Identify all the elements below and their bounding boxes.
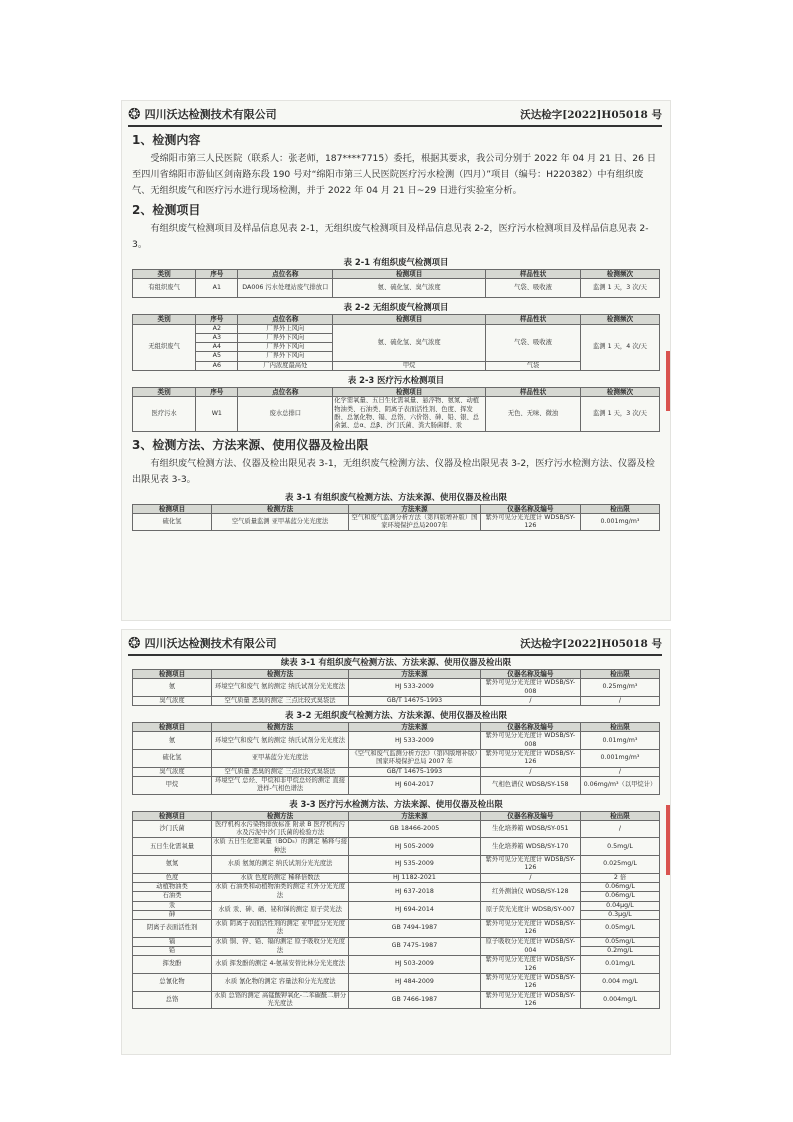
table-cell: 气袋: [486, 361, 581, 370]
company-logo-icon: ❂: [128, 105, 141, 123]
col-header: 仪器名称及编号: [480, 504, 580, 513]
table-cell: 《空气和废气监测分析方法》（第四版增补版）国家环境保护总局 2007 年: [349, 750, 481, 768]
table-cell: 0.2mg/L: [580, 947, 659, 956]
table-cell: 0.06mg/m³（以甲烷计）: [580, 776, 659, 794]
table-cell: 0.05mg/L: [580, 937, 659, 946]
table-cell: 0.5mg/L: [580, 838, 659, 856]
table-row: [133, 873, 660, 882]
table-cell: 废水总排口: [238, 397, 333, 431]
table-cell: 生化培养箱 WDSB/SY-051: [480, 820, 580, 838]
table-cell: A4: [196, 343, 238, 352]
table-cell: A5: [196, 352, 238, 361]
table-cell: 动植物油类: [133, 882, 212, 891]
company-name: 四川沃达检测技术有限公司: [144, 108, 277, 121]
table-cell: 紫外可见分光光度计 WDSB/SY-126: [480, 991, 580, 1009]
table-3-2: [132, 722, 660, 794]
table-cell: 紫外可见分光光度计 WDSB/SY-126: [480, 513, 580, 531]
table-cell: GB 7475-1987: [349, 937, 481, 956]
table-cell: 紫外可见分光光度计 WDSB/SY-008: [480, 679, 580, 697]
col-header: 样品性状: [486, 270, 581, 279]
section-heading: 2、检测项目: [132, 203, 201, 217]
col-header: 仪器名称及编号: [480, 811, 580, 820]
table-row: [133, 956, 660, 974]
table-cell: 0.01mg/m³: [580, 732, 659, 750]
table-cell: 厂内浓度最高处: [238, 361, 333, 370]
table-cell: 0.3μg/L: [580, 910, 659, 919]
table-cell: 挥发酚: [133, 956, 212, 974]
table-cell: HJ 637-2018: [349, 882, 481, 901]
table-row: [133, 767, 660, 776]
col-header: 检出限: [580, 504, 659, 513]
table-2-1: [132, 269, 660, 298]
section-heading: 3、检测方法、方法来源、使用仪器及检出限: [132, 437, 369, 452]
binding-edge-mark: [666, 805, 670, 875]
table-cell: 水质 色度的测定 稀释倍数法: [212, 873, 349, 882]
table-cell: DA006 污水处理站废气排放口: [238, 279, 333, 298]
table-cell: 臭气浓度: [133, 767, 212, 776]
table-cell: 0.004mg/L: [580, 991, 659, 1009]
table-cell: 水质 石油类和动植物油类的测定 红外分光光度法: [212, 882, 349, 901]
table-cell: 化学需氧量、五日生化需氧量、悬浮物、氨氮、动植物油类、石油类、阴离子表面活性剂、色度、挥发酚、总氰化物、镉、总铬、六价铬、砷、铅、银、总余氯、总α、总β、沙门氏菌、粪大肠菌群、汞: [333, 397, 486, 431]
table-3-3: [132, 811, 660, 1010]
col-header: 检测项目: [333, 315, 486, 324]
company-logo: [128, 634, 277, 652]
table-cell: 氨、硫化氢、臭气浓度: [333, 324, 486, 361]
table-cell: A2: [196, 324, 238, 333]
section-paragraph: 受绵阳市第三人民医院（联系人：张老师，187****7715）委托，根据其要求，我公司分别于 2022 年 04 月 21 日、26 日至四川省绵阳市游仙区剑南路东段 190 号对“绵阳市第三人民医院医疗污水检测（四月）”项目（编号：H220382）中有组织废气、无组织废气和医疗污水进行现场检测，并于 2022 年 04 月 21 日~29 日进行实验室分析。: [132, 153, 657, 196]
report-page-2: [122, 630, 670, 1054]
table-cell: 水质 汞、砷、硒、铋和锑的测定 原子荧光法: [212, 901, 349, 920]
col-header: 检测项目: [133, 670, 212, 679]
col-header: 检测方法: [212, 723, 349, 732]
col-header: 点位名称: [238, 315, 333, 324]
col-header: 检测项目: [333, 270, 486, 279]
table-cell: 砷: [133, 910, 212, 919]
table-cell: 气袋、吸收液: [486, 324, 581, 361]
table-cell: HJ 484-2009: [349, 973, 481, 991]
document-number: 沃达检字[2022]H05018 号: [520, 108, 662, 121]
table-cell: 0.04μg/L: [580, 901, 659, 910]
col-header: 点位名称: [238, 388, 333, 397]
table-3-1: [132, 504, 660, 532]
table-cell: GB/T 14675-1993: [349, 696, 481, 705]
table-cell: 亚甲基蓝分光光度法: [212, 750, 349, 768]
table-cell: /: [580, 820, 659, 838]
table-cell: 五日生化需氧量: [133, 838, 212, 856]
company-name: 四川沃达检测技术有限公司: [144, 637, 277, 650]
company-logo-icon: ❂: [128, 634, 141, 652]
table-cell: 环境空气和废气 氨的测定 纳氏试剂分光光度法: [212, 679, 349, 697]
table-cell: 紫外可见分光光度计 WDSB/SY-008: [480, 732, 580, 750]
col-header: 检测项目: [133, 504, 212, 513]
table-cell: HJ 503-2009: [349, 956, 481, 974]
company-logo: [128, 105, 277, 123]
table-row: [133, 973, 660, 991]
page-2-content: [132, 656, 660, 1009]
col-header: 类别: [133, 270, 196, 279]
table-row: [133, 991, 660, 1009]
col-header: 检测项目: [333, 388, 486, 397]
table-cell: 有组织废气: [133, 279, 196, 298]
page-header: [128, 632, 662, 656]
table-row: [133, 696, 660, 705]
table-cell: 监测 1 天，3 次/天: [580, 397, 659, 431]
table-row: [133, 901, 660, 910]
table-cell: 紫外可见分光光度计 WDSB/SY-126: [480, 956, 580, 974]
table-cell: 环境空气 总烃、甲烷和非甲烷总烃的测定 直接进样-气相色谱法: [212, 776, 349, 794]
table-row: [133, 279, 660, 298]
col-header: 检测频次: [580, 315, 659, 324]
table-cell: 空气质量 恶臭的测定 三点比较式臭袋法: [212, 767, 349, 776]
page-header: [128, 103, 662, 127]
table-cell: 色度: [133, 873, 212, 882]
table-caption: 表 2-2 无组织废气检测项目: [343, 302, 449, 313]
table-row: [133, 679, 660, 697]
table-caption: 续表 3-1 有组织废气检测方法、方法来源、使用仪器及检出限: [280, 657, 512, 667]
table-cell: 硫化氢: [133, 513, 212, 531]
table-cell: 总氰化物: [133, 973, 212, 991]
table-cell: 水质 铜、锌、铅、镉的测定 原子吸收分光光度法: [212, 937, 349, 956]
table-cell: 无色、无味、微浊: [486, 397, 581, 431]
table-cell: HJ 533-2009: [349, 679, 481, 697]
col-header: 检测项目: [133, 723, 212, 732]
col-header: 检测频次: [580, 388, 659, 397]
table-cell: 0.05mg/L: [580, 920, 659, 938]
table-row: [133, 856, 660, 874]
table-row: [133, 882, 660, 891]
table-caption: 表 3-3 医疗污水检测方法、方法来源、使用仪器及检出限: [289, 798, 503, 809]
table-cell: 厂界外下风向: [238, 343, 333, 352]
section-paragraph: 有组织废气检测项目及样品信息见表 2-1，无组织废气检测项目及样品信息见表 2-2，医疗污水检测项目及样品信息见表 2-3。: [132, 223, 649, 250]
table-cell: 医疗机构水污染物排放标准 附录 B 医疗机构污水及污泥中沙门氏菌的检验方法: [212, 820, 349, 838]
table-cell: HJ 604-2017: [349, 776, 481, 794]
table-2-3: [132, 387, 660, 431]
table-cell: 氨、硫化氢、臭气浓度: [333, 279, 486, 298]
table-caption: 表 3-2 无组织废气检测方法、方法来源、使用仪器及检出限: [285, 710, 507, 721]
report-page-1: [122, 101, 670, 620]
col-header: 样品性状: [486, 388, 581, 397]
table-cell: 0.001mg/m³: [580, 513, 659, 531]
table-cell: HJ 1182-2021: [349, 873, 481, 882]
col-header: 方法来源: [349, 504, 481, 513]
table-cell: W1: [196, 397, 238, 431]
table-cell: 0.025mg/L: [580, 856, 659, 874]
table-cell: 0.06mg/L: [580, 892, 659, 901]
table-row: [133, 324, 660, 333]
table-cell: 铅: [133, 947, 212, 956]
table-row: [133, 937, 660, 946]
table-cell: 阴离子表面活性剂: [133, 920, 212, 938]
table-cell: GB 18466-2005: [349, 820, 481, 838]
table-cell: 厂界外下风向: [238, 352, 333, 361]
document-number: 沃达检字[2022]H05018 号: [520, 637, 662, 650]
table-cell: 水质 五日生化需氧量（BOD₅）的测定 稀释与接种法: [213, 838, 347, 854]
table-caption: 表 2-1 有组织废气检测项目: [343, 257, 449, 267]
col-header: 方法来源: [349, 723, 481, 732]
col-header: 方法来源: [349, 670, 481, 679]
table-cell: 0.01mg/L: [580, 956, 659, 974]
table-cell: 2 倍: [580, 873, 659, 882]
table-cell: 厂界外上风向: [238, 324, 333, 333]
table-cell: /: [480, 767, 580, 776]
table-cell: 石油类: [133, 892, 212, 901]
table-cell: 臭气浓度: [133, 696, 212, 705]
table-cell: 红外测油仪 WDSB/SY-128: [480, 882, 580, 901]
table-cell: 气袋、吸收液: [486, 279, 581, 298]
table-cell: 紫外可见分光光度计 WDSB/SY-126: [480, 920, 580, 938]
col-header: 检出限: [580, 723, 659, 732]
col-header: 序号: [196, 315, 238, 324]
table-row: [133, 732, 660, 750]
table-cell: 水质 氨氮的测定 纳氏试剂分光光度法: [212, 856, 349, 874]
col-header: 检测频次: [580, 270, 659, 279]
table-row: [133, 838, 660, 856]
col-header: 点位名称: [238, 270, 333, 279]
col-header: 检出限: [580, 811, 659, 820]
col-header: 样品性状: [486, 315, 581, 324]
table-cell: 0.004 mg/L: [580, 973, 659, 991]
table-cell: 紫外可见分光光度计 WDSB/SY-126: [480, 856, 580, 874]
table-cell: 紫外可见分光光度计 WDSB/SY-126: [480, 750, 580, 768]
table-cell: HJ 694-2014: [349, 901, 481, 920]
table-cell: 水质 挥发酚的测定 4-氨基安替比林分光光度法: [212, 956, 349, 974]
table-row: [133, 397, 660, 431]
col-header: 检测项目: [133, 811, 212, 820]
table-cell: 总铬: [133, 991, 212, 1009]
table-cell: /: [480, 696, 580, 705]
table-row: [133, 750, 660, 768]
table-3-1-continued: [132, 669, 660, 706]
table-cell: HJ 505-2009: [349, 838, 481, 856]
table-caption: 表 3-1 有组织废气检测方法、方法来源、使用仪器及检出限: [285, 491, 507, 502]
table-cell: 0.06mg/L: [580, 882, 659, 891]
table-cell: 空气和废气监测分析方法（第四版增补版）国家环境保护总局2007年: [349, 513, 481, 531]
table-cell: 甲烷: [133, 776, 212, 794]
table-row: [133, 776, 660, 794]
col-header: 仪器名称及编号: [480, 723, 580, 732]
table-cell: 厂界外下风向: [238, 333, 333, 342]
table-cell: 监测 1 天，3 次/天: [580, 279, 659, 298]
table-cell: 甲烷: [333, 361, 486, 370]
table-cell: 沙门氏菌: [133, 820, 212, 838]
table-cell: 生化培养箱 WDSB/SY-170: [480, 838, 580, 856]
table-cell: A6: [196, 361, 238, 370]
table-cell: 环境空气和废气 氨的测定 纳氏试剂分光光度法: [212, 732, 349, 750]
table-cell: 水质 氰化物的测定 容量法和分光光度法: [212, 973, 349, 991]
table-cell: A1: [196, 279, 238, 298]
table-cell: GB 7466-1987: [349, 991, 481, 1009]
table-cell: 水质 阴离子表面活性剂的测定 亚甲蓝分光光度法: [212, 920, 349, 938]
table-cell: 医疗污水: [133, 397, 196, 431]
table-cell: 气相色谱仪 WDSB/SY-158: [480, 776, 580, 794]
col-header: 检测方法: [212, 670, 349, 679]
table-cell: 原子吸收分光光度计 WDSB/SY-004: [480, 937, 580, 956]
page-1-content: [132, 129, 660, 531]
table-row: [133, 513, 660, 531]
col-header: 序号: [196, 270, 238, 279]
table-caption: 表 2-3 医疗污水检测项目: [347, 375, 445, 386]
table-2-2: [132, 314, 660, 371]
section-heading: 1、检测内容: [132, 133, 201, 147]
table-cell: 氨: [133, 679, 212, 697]
table-cell: /: [580, 767, 659, 776]
table-cell: 空气质量 恶臭的测定 三点比较式臭袋法: [212, 696, 349, 705]
col-header: 序号: [196, 388, 238, 397]
table-cell: HJ 535-2009: [349, 856, 481, 874]
table-cell: 原子荧光光度计 WDSB/SY-007: [480, 901, 580, 920]
table-cell: 0.25mg/m³: [580, 679, 659, 697]
col-header: 方法来源: [349, 811, 481, 820]
table-row: [133, 820, 660, 838]
col-header: 类别: [133, 388, 196, 397]
table-cell: 硫化氢: [133, 750, 212, 768]
col-header: 检测方法: [212, 811, 349, 820]
table-row: [133, 920, 660, 938]
table-cell: 氨氮: [133, 856, 212, 874]
table-cell: HJ 533-2009: [349, 732, 481, 750]
table-cell: 0.001mg/m³: [580, 750, 659, 768]
table-cell: GB/T 14675-1993: [349, 767, 481, 776]
table-cell: GB 7494-1987: [349, 920, 481, 938]
col-header: 检出限: [580, 670, 659, 679]
table-cell: 汞: [133, 901, 212, 910]
table-cell: 氨: [133, 732, 212, 750]
table-cell: 镉: [133, 937, 212, 946]
table-cell: /: [480, 873, 580, 882]
table-cell: 监测 1 天，4 次/天: [580, 324, 659, 370]
table-cell: A3: [196, 333, 238, 342]
col-header: 类别: [133, 315, 196, 324]
col-header: 检测方法: [212, 504, 349, 513]
table-cell: 水质 总铬的测定 高锰酸钾氧化-二苯碳酰二肼分光光度法: [212, 991, 349, 1009]
binding-edge-mark: [666, 351, 670, 411]
table-cell: /: [580, 696, 659, 705]
section-paragraph: 有组织废气检测方法、仪器及检出限见表 3-1，无组织废气检测方法、仪器及检出限见表 3-2，医疗污水检测方法、仪器及检出限见表 3-3。: [132, 457, 655, 485]
table-cell: 无组织废气: [133, 324, 196, 370]
table-cell: 紫外可见分光光度计 WDSB/SY-126: [480, 973, 580, 991]
table-cell: 空气质量监测 亚甲基蓝分光光度法: [212, 513, 349, 531]
col-header: 仪器名称及编号: [480, 670, 580, 679]
